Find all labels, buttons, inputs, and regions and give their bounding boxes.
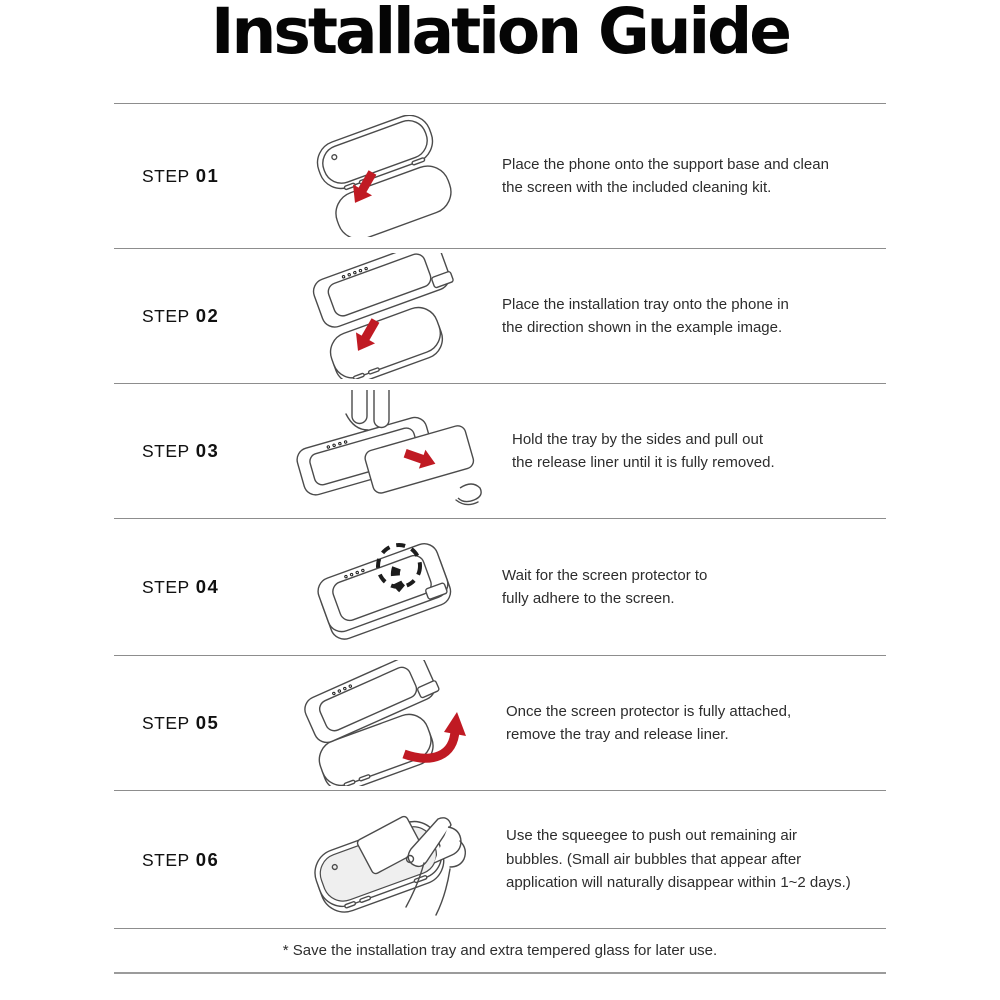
step-word: STEP <box>142 441 190 461</box>
step-word: STEP <box>142 577 190 597</box>
step-illustration <box>292 253 472 379</box>
step-label <box>114 576 292 598</box>
step-row <box>114 518 886 655</box>
wait-for-adhesion-icon <box>296 526 468 648</box>
footer-note: * Save the installation tray and extra tempered glass for later use. <box>114 928 886 974</box>
step-number: 02 <box>195 305 220 326</box>
step-row <box>114 790 886 928</box>
step-label <box>114 712 292 734</box>
step-illustration <box>292 526 472 648</box>
step-label <box>114 305 292 327</box>
step-label <box>114 440 292 462</box>
pull-release-liner-icon <box>292 390 482 512</box>
step-word: STEP <box>142 849 190 870</box>
step-illustration <box>292 115 472 237</box>
phone-onto-support-base-icon <box>297 115 467 237</box>
page-title: Installation Guide <box>211 0 789 68</box>
step-description: Place the installation tray onto the phone in the direction shown in the example image. <box>502 295 789 336</box>
step-word: STEP <box>142 166 190 186</box>
step-number: 04 <box>195 576 220 597</box>
step-description: Place the phone onto the support base and clean the screen with the included cleaning kit. <box>502 155 829 196</box>
step-number: 01 <box>195 165 220 186</box>
steps-list <box>114 103 886 928</box>
step-label <box>114 849 292 871</box>
step-illustration <box>292 797 476 923</box>
step-illustration <box>292 390 482 512</box>
step-label <box>114 165 292 187</box>
step-description: Once the screen protector is fully attached, remove the tray and release liner. <box>506 702 792 743</box>
step-number: 06 <box>195 848 220 870</box>
step-description: Wait for the screen protector to fully adhere to the screen. <box>502 566 708 607</box>
remove-tray-icon <box>292 660 476 786</box>
step-description: Hold the tray by the sides and pull out the release liner until it is fully removed. <box>512 430 775 471</box>
step-description: Use the squeegee to push out remaining air bubbles. (Small air bubbles that appear after application will naturally disappear within 1~2 days.) <box>506 827 851 892</box>
step-word: STEP <box>142 306 190 326</box>
step-row <box>114 103 886 248</box>
step-number: 05 <box>195 712 220 733</box>
step-row <box>114 248 886 383</box>
step-row <box>114 655 886 790</box>
step-number: 03 <box>195 440 220 461</box>
step-illustration <box>292 660 476 786</box>
step-word: STEP <box>142 713 190 733</box>
squeegee-air-bubbles-icon <box>292 797 476 923</box>
step-row <box>114 383 886 518</box>
tray-onto-phone-icon <box>296 253 468 379</box>
